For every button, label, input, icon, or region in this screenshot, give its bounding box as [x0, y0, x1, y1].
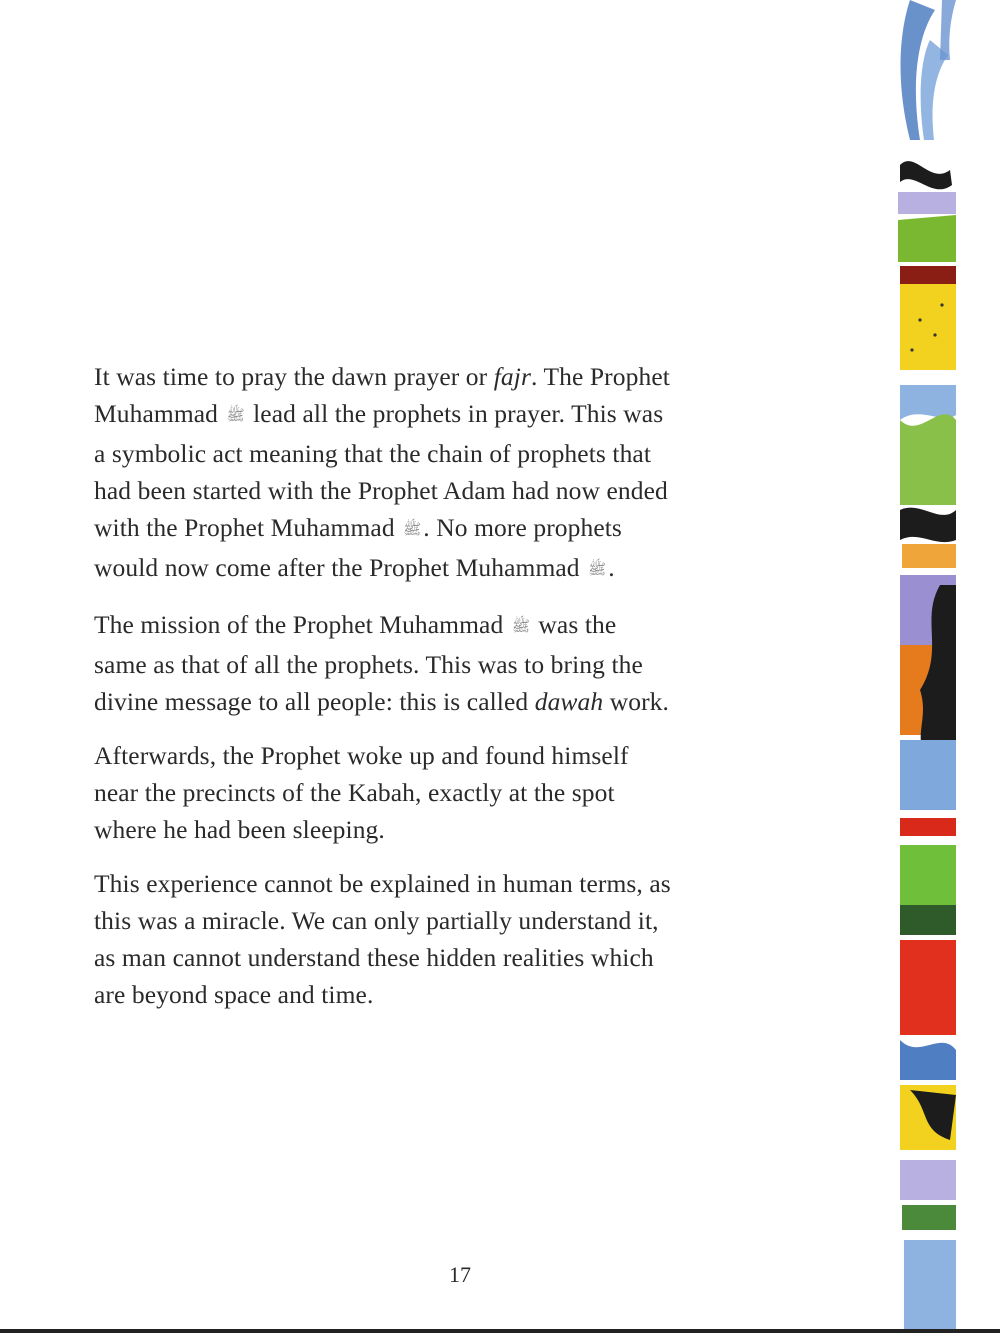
salutation-icon: ﷺ: [226, 408, 245, 424]
border-block: [900, 414, 956, 505]
paragraph-2: [94, 606, 814, 720]
text-line: would now come after the Prophet Muhammad ﷺ.: [94, 549, 814, 589]
border-block: [900, 818, 956, 836]
border-block: [902, 544, 956, 568]
text-line: near the precincts of the Kabah, exactly at the spot: [94, 778, 615, 807]
border-block: [900, 740, 956, 810]
border-block: [900, 508, 956, 543]
text-line: same as that of all the prophets. This was to bring the: [94, 650, 643, 679]
italic-term-fajr: fajr: [493, 362, 531, 391]
paragraph-1: [94, 358, 814, 589]
border-swoosh: [940, 0, 956, 60]
border-block: [900, 940, 956, 1035]
text-line: a symbolic act meaning that the chain of prophets that: [94, 439, 652, 468]
border-wave: [900, 161, 952, 189]
border-block: [900, 845, 956, 905]
text-line: are beyond space and time.: [94, 980, 374, 1009]
text-line: where he had been sleeping.: [94, 815, 385, 844]
text-line: with the Prophet Muhammad ﷺ. No more prophets: [94, 509, 814, 549]
border-block: [898, 192, 956, 214]
italic-term-dawah: dawah: [534, 687, 604, 716]
page-bottom-edge: [0, 1329, 1000, 1333]
text-line: had been started with the Prophet Adam had now ended: [94, 476, 668, 505]
text-line: This experience cannot be explained in human terms, as: [94, 869, 671, 898]
text-line: Afterwards, the Prophet woke up and found himself: [94, 741, 629, 770]
border-block: [900, 284, 956, 370]
border-block: [900, 266, 956, 286]
text-line: It was time to pray the dawn prayer or fajr. The Prophet: [94, 362, 670, 391]
decorative-border-strip: [890, 0, 970, 1333]
page-number: 17: [449, 1262, 471, 1287]
salutation-icon: ﷺ: [588, 562, 607, 578]
paragraph-4: [94, 865, 814, 1013]
body-text: [94, 358, 814, 1030]
text-line: Muhammad ﷺ lead all the prophets in prayer. This was: [94, 395, 814, 435]
border-block: [900, 1160, 956, 1200]
border-block: [900, 905, 956, 935]
text-line: The mission of the Prophet Muhammad ﷺ was the: [94, 606, 814, 646]
border-block: [902, 1205, 956, 1230]
text-line: this was a miracle. We can only partially understand it,: [94, 906, 659, 935]
salutation-icon: ﷺ: [511, 619, 530, 635]
text-line: divine message to all people: this is called dawah work.: [94, 687, 670, 716]
border-block: [904, 1240, 956, 1333]
border-block: [900, 1040, 956, 1080]
salutation-icon: ﷺ: [403, 522, 422, 538]
border-block: [898, 215, 956, 262]
paragraph-3: [94, 737, 814, 848]
text-line: as man cannot understand these hidden realities which: [94, 943, 654, 972]
